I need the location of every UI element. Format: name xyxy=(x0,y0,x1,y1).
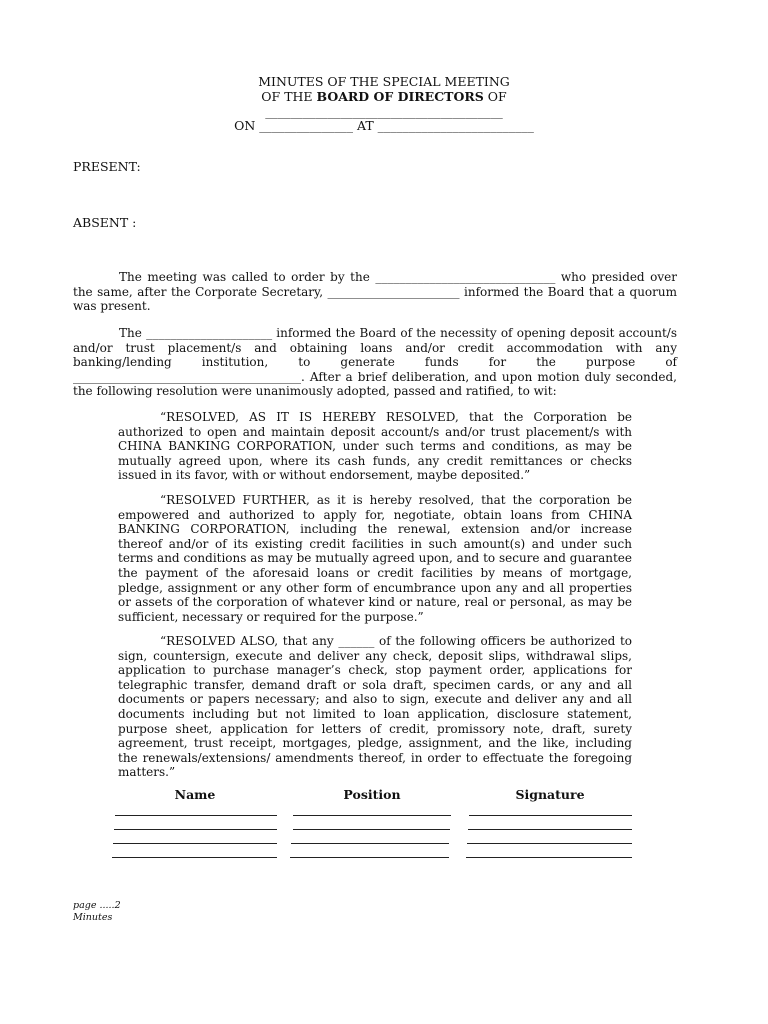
signature-name-blank[interactable] xyxy=(112,857,277,858)
signature-sign-blank[interactable] xyxy=(466,857,632,858)
necessity-paragraph xyxy=(73,326,677,399)
signature-position-blank[interactable] xyxy=(290,857,449,858)
page-footer xyxy=(73,900,121,924)
header-company-blank: ______________________________________ xyxy=(265,104,503,119)
signature-name-blank[interactable] xyxy=(114,829,277,830)
absent-label: ABSENT : xyxy=(73,215,137,230)
header-date-place-line: ON _______________ AT _________________________ xyxy=(234,118,534,133)
signature-position-blank[interactable] xyxy=(293,829,450,830)
signature-sign-blank[interactable] xyxy=(467,843,632,844)
signature-position-blank[interactable] xyxy=(293,815,451,816)
header-title-line: MINUTES OF THE SPECIAL MEETING xyxy=(258,74,510,89)
paragraph-necessity: The _____________________ informed the Board of the necessity of opening deposit account/s and/or trust placement/s and obtaining loans and/or credit accommodation with any banking/lending institution, to generate funds for the purpose of ______________________________________. After a brief deliberation, and upon motion duly seconded, the following resolution were unanimously adopted, passed and ratified, to wit: xyxy=(73,326,677,399)
header-board-line xyxy=(0,89,768,104)
footer-page-number: page .....2 xyxy=(73,900,121,911)
signature-sign-blank[interactable] xyxy=(469,815,632,816)
signature-header-position: Position xyxy=(343,787,401,802)
call-to-order-paragraph xyxy=(73,270,677,314)
resolution-text: “RESOLVED, AS IT IS HEREBY RESOLVED, that the Corporation be authorized to open and maintain deposit account/s and/or trust placement/s with CHINA BANKING CORPORATION, under such terms and conditions, as may be mutually agreed upon, where its cash funds, any credit remittances or checks issued in its favor, with or without endorsement, maybe deposited.” xyxy=(118,410,632,483)
signature-name-blank[interactable] xyxy=(115,815,277,816)
header-board-bold: BOARD OF DIRECTORS xyxy=(316,89,484,104)
paragraph-call-to-order: The meeting was called to order by the ______________________________ who presided over the same, after the Corporate Secretary, ______________________ informed the Board that a quorum was present. xyxy=(73,270,677,314)
resolution-text: “RESOLVED ALSO, that any ______ of the following officers be authorized to sign, countersign, execute and deliver any check, deposit slips, withdrawal slips, application to purchase manager’s check, stop payment order, applications for telegraphic transfer, demand draft or sola draft, specimen cards, or any and all documents or papers necessary; and also to sign, execute and deliver any and all documents including but not limited to loan application, disclosure statement, purpose sheet, application for letters of credit, promissory note, draft, surety agreement, trust receipt, mortgages, pledge, assignment, and the like, including the renewals/extensions/ amendments thereof, in order to effectuate the foregoing matters.” xyxy=(118,634,632,780)
header-board-suffix: OF xyxy=(483,89,507,104)
signature-name-blank[interactable] xyxy=(113,843,277,844)
header-board-prefix: OF THE xyxy=(261,89,317,104)
signature-header-name: Name xyxy=(174,787,216,802)
resolution-open-accounts xyxy=(118,410,632,483)
resolution-signatories xyxy=(118,634,632,780)
signature-header-signature: Signature xyxy=(515,787,585,802)
present-label: PRESENT: xyxy=(73,159,141,174)
resolution-text: “RESOLVED FURTHER, as it is hereby resolved, that the corporation be empowered and authorized to apply for, negotiate, obtain loans from CHINA BANKING CORPORATION, including the renewal, extension and/or increase thereof and/or of its existing credit facilities in such amount(s) and under such terms and conditions as may be mutually agreed upon, and to secure and guarantee the payment of the aforesaid loans or credit facilities by means of mortgage, pledge, assignment or any other form of encumbrance upon any and all properties or assets of the corporation of whatever kind or nature, real or personal, as may be sufficient, necessary or required for the purpose.” xyxy=(118,493,632,624)
resolution-loans xyxy=(118,493,632,624)
signature-sign-blank[interactable] xyxy=(468,829,632,830)
footer-document-label: Minutes xyxy=(73,912,113,923)
signature-position-blank[interactable] xyxy=(291,843,449,844)
